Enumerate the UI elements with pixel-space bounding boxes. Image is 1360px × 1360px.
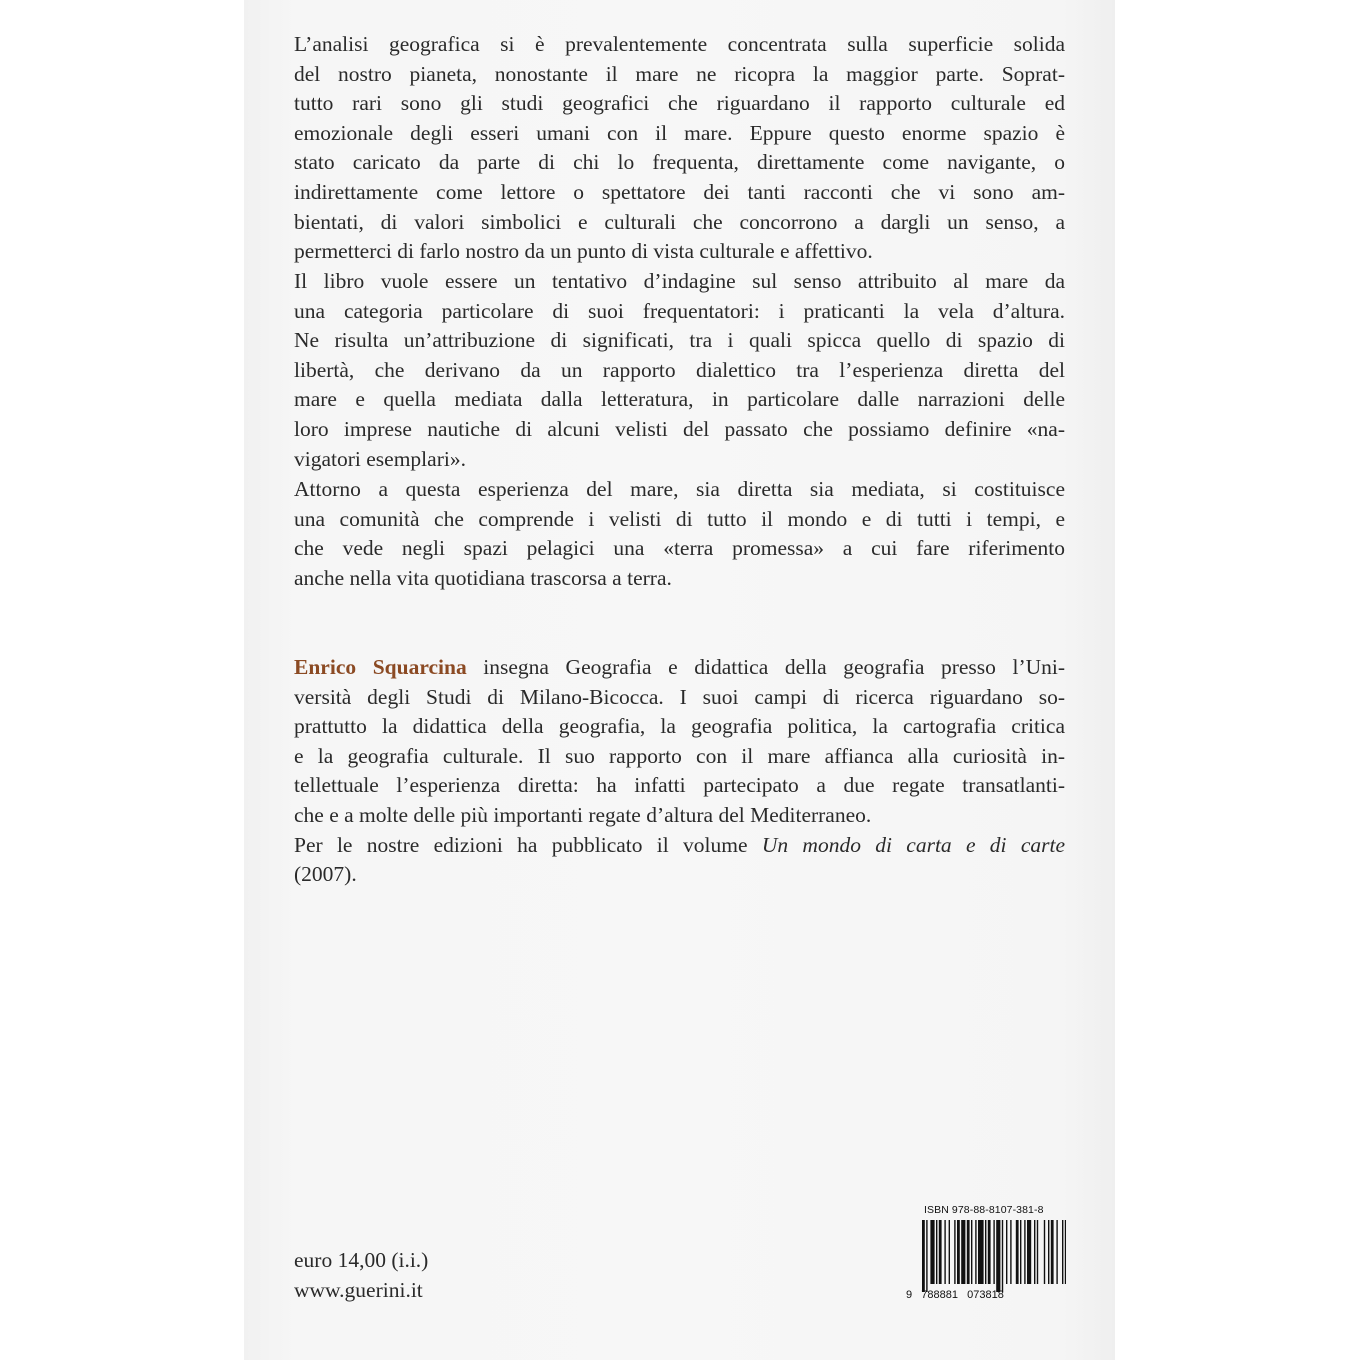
text-line: stato caricato da parte di chi lo frequenta, direttamente come navigante, o: [294, 150, 1065, 175]
barcode-bar: [939, 1220, 942, 1284]
barcode-bar: [967, 1220, 970, 1284]
text-line: e la geografia culturale. Il suo rapporto con il mare affianca alla curiosità in-: [294, 743, 1065, 768]
publisher-website: www.guerini.it: [294, 1278, 423, 1302]
barcode-bar: [988, 1220, 991, 1284]
text-line: Attorno a questa esperienza del mare, sia diretta sia mediata, si costituisce: [294, 477, 1065, 501]
barcode-bar: [1056, 1220, 1057, 1284]
barcode-bar: [971, 1220, 972, 1284]
text-line: del nostro pianeta, nonostante il mare ne ricopra la maggior parte. Soprat-: [294, 61, 1065, 86]
text-line: Il libro vuole essere un tentativo d’indagine sul senso attribuito al mare da: [294, 269, 1065, 293]
barcode-bar: [954, 1220, 955, 1284]
text-line: tutto rari sono gli studi geografici che riguardano il rapporto culturale ed: [294, 91, 1065, 116]
text-line: emozionale degli esseri umani con il mare. Eppure questo enorme spazio è: [294, 120, 1065, 145]
blurb-paragraph-2: [294, 267, 1065, 474]
blurb-paragraph-3: [294, 475, 1065, 593]
barcode-bar: [1002, 1220, 1003, 1292]
barcode-bar: [1037, 1220, 1038, 1284]
barcode-bar: [1048, 1220, 1049, 1284]
text-line: tellettuale l’esperienza diretta: ha infatti partecipato a due regate transatlanti-: [294, 773, 1065, 798]
barcode-digits: 9 788881 073818: [906, 1289, 1004, 1301]
barcode-bar: [949, 1220, 950, 1284]
text-line: indirettamente come lettore o spettatore dei tanti racconti che vi sono am-: [294, 179, 1065, 204]
barcode-bar: [1034, 1220, 1035, 1284]
barcode-bar: [1006, 1220, 1007, 1284]
barcode-bar: [1024, 1220, 1025, 1284]
price: euro 14,00 (i.i.): [294, 1248, 429, 1272]
publication-title: Un mondo di carta e di carte: [761, 832, 1065, 857]
text-line: una categoria particolare di suoi frequentatori: i praticanti la vela d’altura.: [294, 298, 1065, 323]
barcode-bar: [922, 1220, 925, 1292]
barcode-bar: [961, 1220, 965, 1284]
barcode-bar: [944, 1220, 945, 1284]
text-line: prattutto la didattica della geografia, la geografia politica, la cartografia critica: [294, 714, 1065, 739]
publication-line: [294, 831, 1065, 861]
barcode-bar: [1065, 1220, 1066, 1284]
text-line: permetterci di farlo nostro da un punto di vista culturale e affettivo.: [294, 239, 873, 264]
text-line: una comunità che comprende i velisti di tutto il mondo e di tutti i tempi, e: [294, 506, 1065, 531]
barcode-bar: [1027, 1220, 1031, 1284]
text-line: versità degli Studi di Milano-Bicocca. I suoi campi di ricerca riguardano so-: [294, 684, 1065, 709]
text-line: che vede negli spazi pelagici una «terra promessa» a cui fare riferimento: [294, 536, 1065, 561]
text-line: anche nella vita quotidiana trascorsa a terra.: [294, 565, 672, 590]
barcode-bar: [1016, 1220, 1019, 1284]
barcode-bar: [957, 1220, 960, 1284]
barcode-bar: [1051, 1220, 1054, 1284]
text-line: loro imprese nautiche di alcuni velisti del passato che possiamo definire «na-: [294, 416, 1065, 441]
barcode-bar: [996, 1220, 1000, 1292]
text-line: mare e quella mediata dalla letteratura, in particolare dalle narrazioni delle: [294, 387, 1065, 412]
barcode-bar: [975, 1220, 976, 1284]
text-line: vigatori esemplari».: [294, 446, 466, 471]
barcode-bar: [1062, 1220, 1063, 1284]
barcode-bar: [930, 1220, 934, 1284]
author-name: Enrico Squarcina: [294, 655, 467, 679]
publication-prefix: Per le nostre edizioni ha pubblicato il volume: [294, 832, 748, 857]
blurb-paragraph-1: [294, 30, 1065, 267]
barcode-bar: [1044, 1220, 1045, 1284]
barcode-bar: [936, 1220, 937, 1284]
barcode: [906, 1220, 1066, 1302]
author-bio-first-line: insegna Geografia e didattica della geografia presso l’Uni-: [483, 655, 1066, 679]
barcode-bar: [1010, 1220, 1011, 1284]
barcode-bar: [978, 1220, 984, 1284]
isbn-label: ISBN 978-88-8107-381-8: [924, 1204, 1044, 1216]
barcode-bar: [993, 1220, 994, 1284]
text-line: bientati, di valori simbolici e culturali che concorrono a dargli un senso, a: [294, 209, 1065, 234]
text-line: Ne risulta un’attribuzione di significati, tra i quali spicca quello di spazio di: [294, 328, 1065, 353]
barcode-bar: [926, 1220, 927, 1292]
barcode-bar: [1020, 1220, 1021, 1284]
text-line: libertà, che derivano da un rapporto dialettico tra l’esperienza diretta del: [294, 357, 1065, 382]
text-line: che e a molte delle più importanti regate d’altura del Mediterraneo.: [294, 802, 872, 827]
author-bio: [294, 653, 1065, 890]
text-line: L’analisi geografica si è prevalentemente concentrata sulla superficie solida: [294, 32, 1065, 56]
text-line: [294, 653, 1065, 683]
publication-year: (2007).: [294, 862, 357, 887]
barcode-bar: [985, 1220, 986, 1284]
